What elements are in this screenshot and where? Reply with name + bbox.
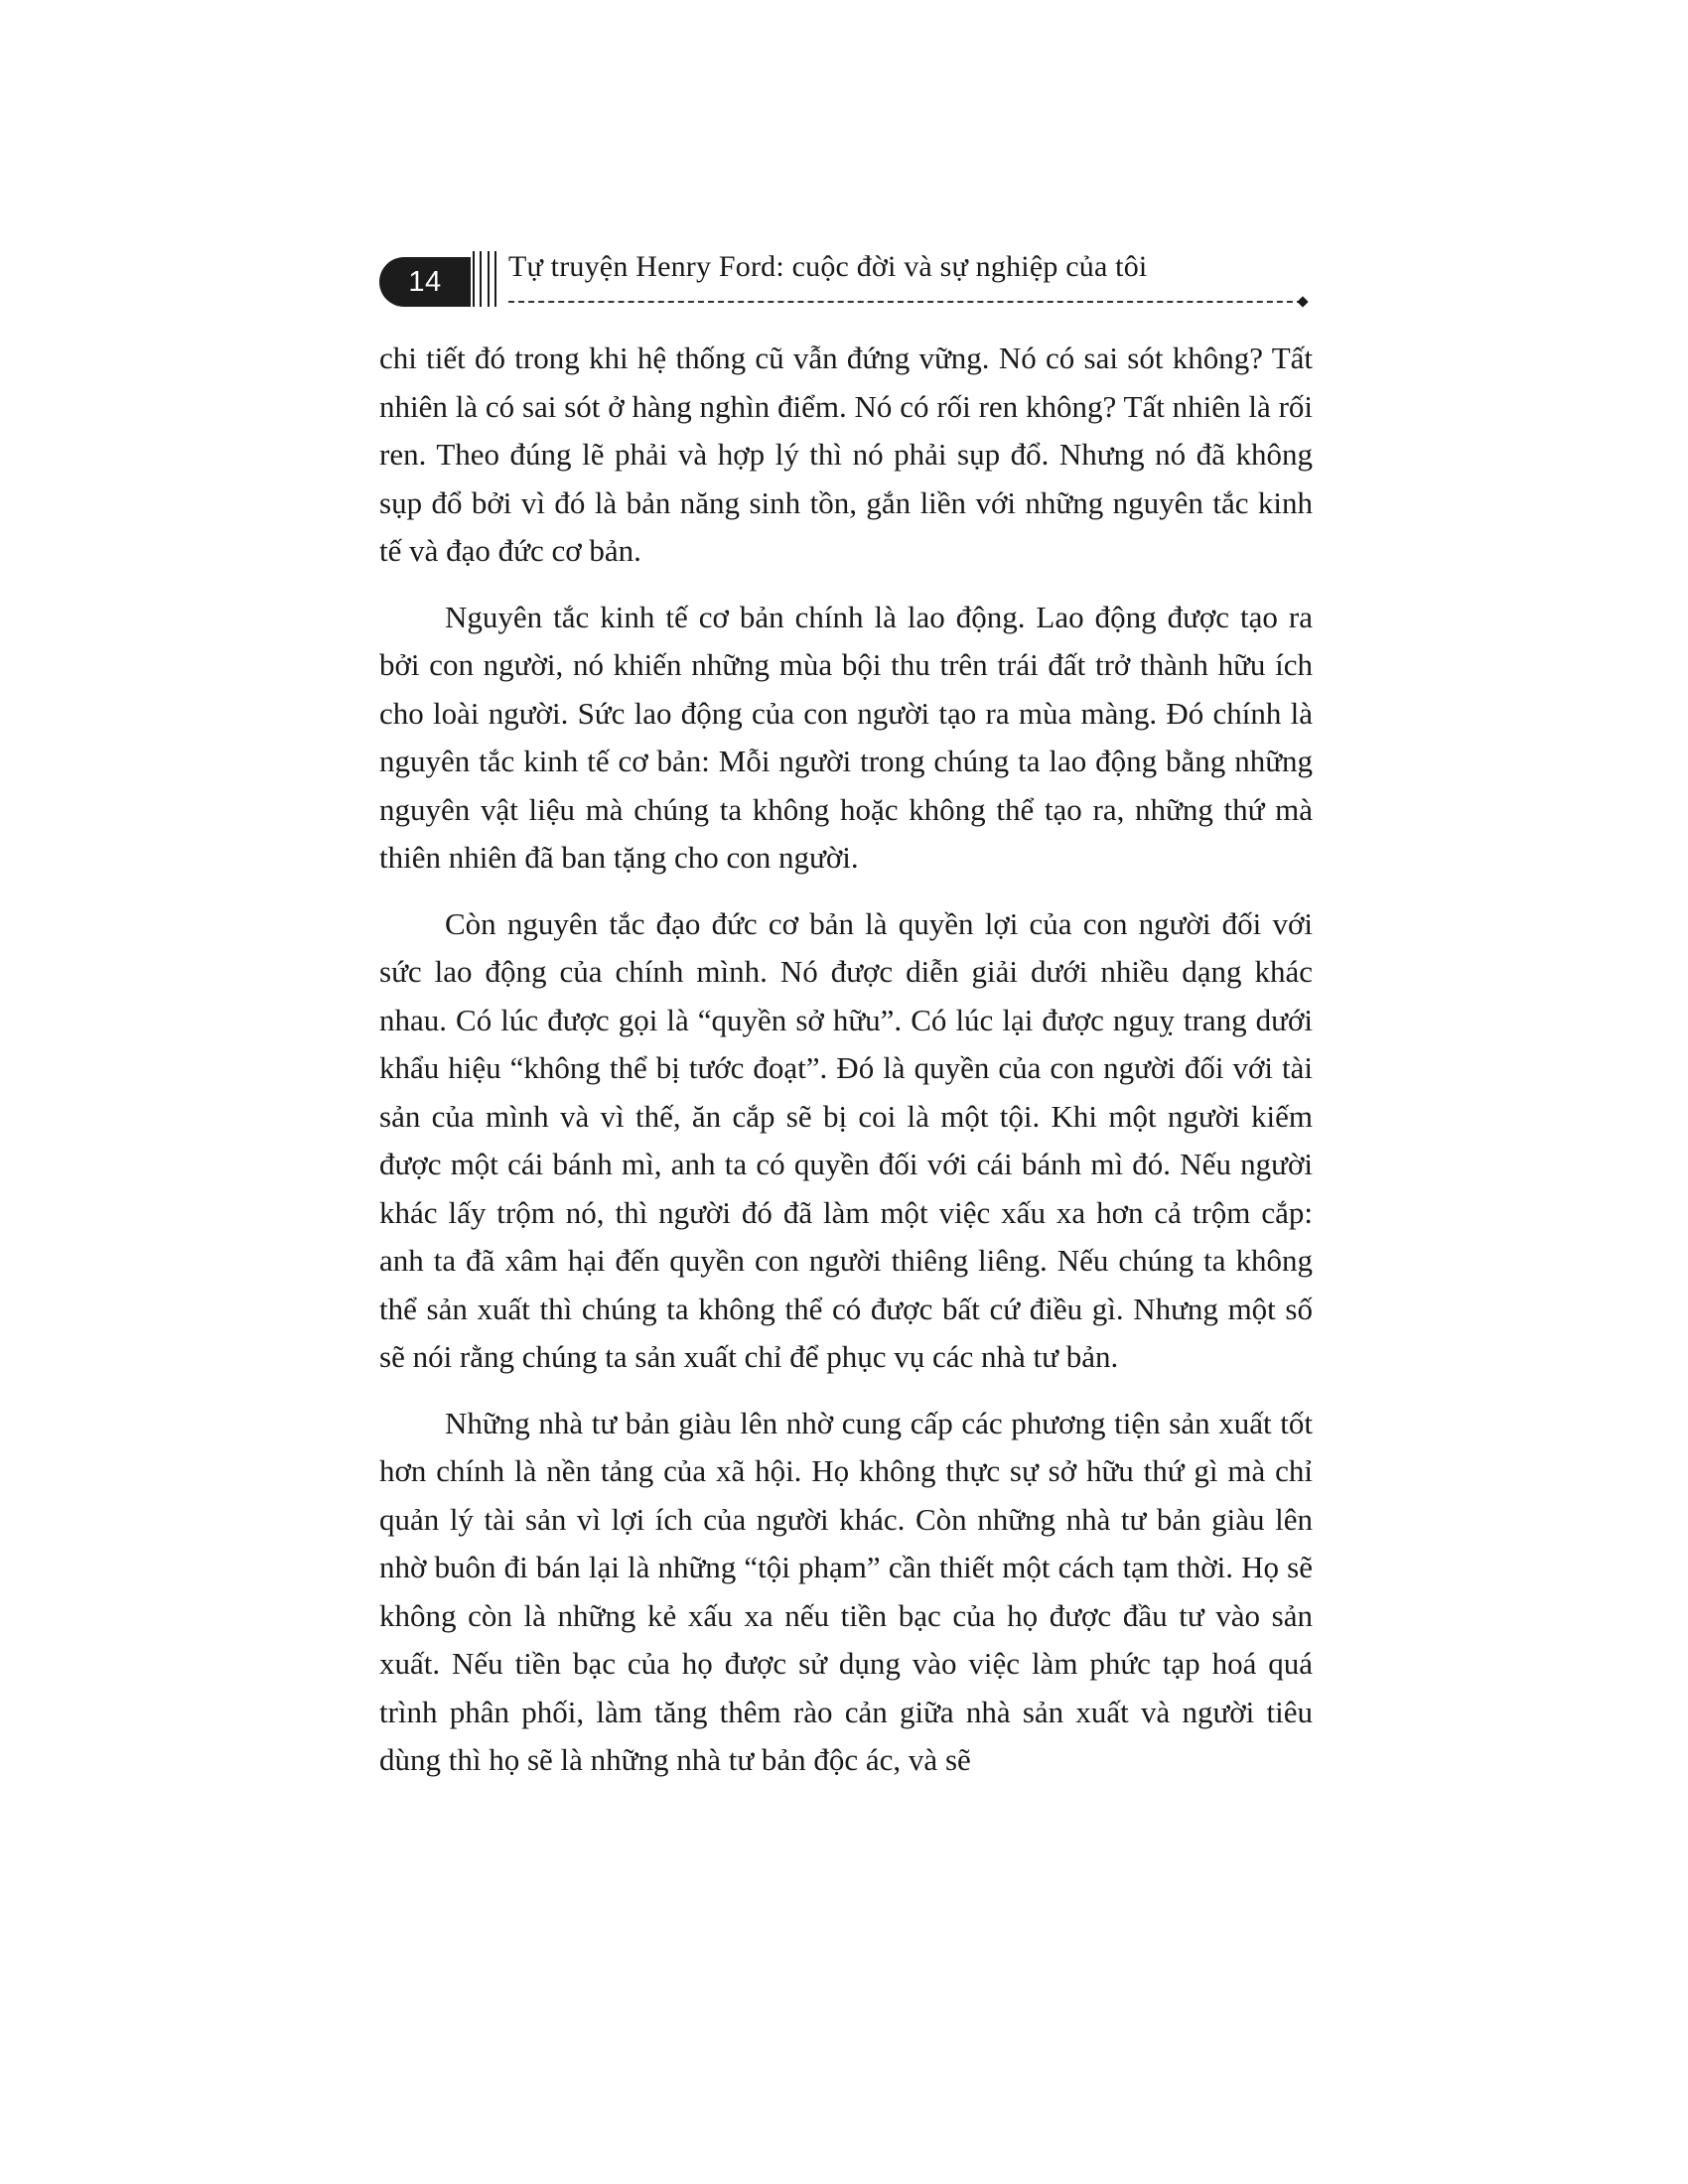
header-bar — [494, 251, 496, 307]
paragraph: Những nhà tư bản giàu lên nhờ cung cấp các phương tiện sản xuất tốt hơn chính là nền tảng của xã hội. Họ không thực sự sở hữu thứ gì mà chỉ quản lý tài sản vì lợi ích của người khác. Còn những nhà tư bản giàu lên nhờ buôn đi bán lại là những “tội phạm” cần thiết một cách tạm thời. Họ sẽ không còn là những kẻ xấu xa nếu tiền bạc của họ được đầu tư vào sản xuất. Nếu tiền bạc của họ được sử dụng vào việc làm phức tạp hoá quá trình phân phối, làm tăng thêm rào cản giữa nhà sản xuất và người tiêu dùng thì họ sẽ là những nhà tư bản độc ác, và sẽ — [379, 1405, 1313, 1777]
header-bar — [473, 251, 475, 307]
running-header — [379, 251, 1313, 313]
page-number-badge: 14 — [379, 257, 471, 307]
paragraph: Còn nguyên tắc đạo đức cơ bản là quyền lợi của con người đối với sức lao động của chính mình. Nó được diễn giải dưới nhiều dạng khác nhau. Có lúc được gọi là “quyền sở hữu”. Có lúc lại được nguỵ trang dưới khẩu hiệu “không thể bị tước đoạt”. Đó là quyền của con người đối với tài sản của mình và vì thế, ăn cắp sẽ bị coi là một tội. Khi một người kiếm được một cái bánh mì, anh ta có quyền đối với cái bánh mì đó. Nếu người khác lấy trộm nó, thì người đó đã làm một việc xấu xa hơn cả trộm cắp: anh ta đã xâm hại đến quyền con người thiêng liêng. Nếu chúng ta không thể sản xuất thì chúng ta không thể có được bất cứ điều gì. Nhưng một số sẽ nói rằng chúng ta sản xuất chỉ để phục vụ các nhà tư bản. — [379, 905, 1313, 1374]
header-rule-end-dot — [1297, 296, 1308, 307]
header-bars-ornament — [473, 251, 496, 307]
body-text — [379, 335, 1313, 1803]
book-title: Tự truyện Henry Ford: cuộc đời và sự nghiệp của tôi — [508, 250, 1148, 283]
paragraph: Nguyên tắc kinh tế cơ bản chính là lao động. Lao động được tạo ra bởi con người, nó khiến những mùa bội thu trên trái đất trở thành hữu ích cho loài người. Sức lao động của con người tạo ra mùa màng. Đó chính là nguyên tắc kinh tế cơ bản: Mỗi người trong chúng ta lao động bằng những nguyên vật liệu mà chúng ta không hoặc không thể tạo ra, những thứ mà thiên nhiên đã ban tặng cho con người. — [379, 599, 1313, 875]
header-bar — [488, 251, 490, 307]
header-bar — [480, 251, 482, 307]
header-dashed-rule — [508, 301, 1303, 303]
paragraph-continuation: chi tiết đó trong khi hệ thống cũ vẫn đứng vững. Nó có sai sót không? Tất nhiên là có sai sót ở hàng nghìn điểm. Nó có rối ren không? Tất nhiên là rối ren. Theo đúng lẽ phải và hợp lý thì nó phải sụp đổ. Nhưng nó đã không sụp đổ bởi vì đó là bản năng sinh tồn, gắn liền với những nguyên tắc kinh tế và đạo đức cơ bản. — [379, 341, 1313, 568]
